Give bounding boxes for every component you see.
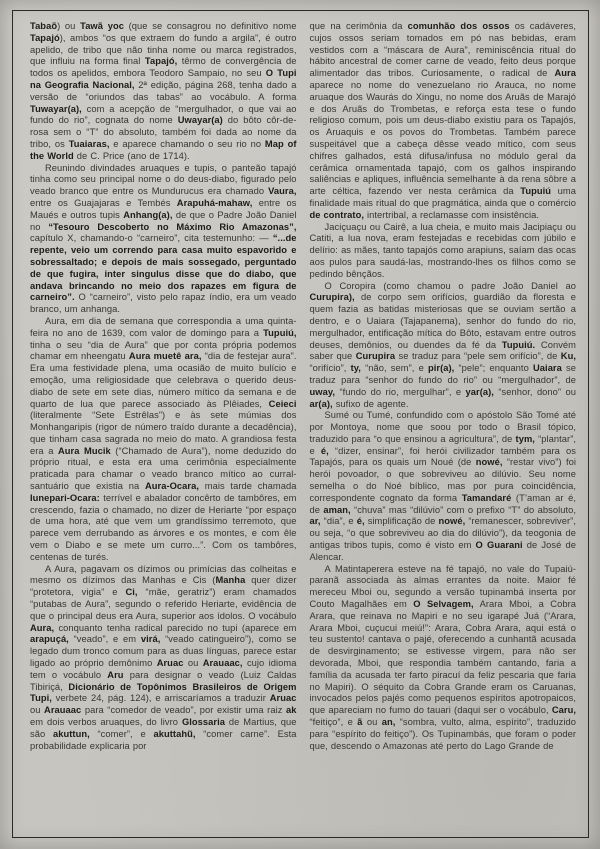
text-run: ou [183,658,203,669]
text-run: mais tarde chamada [199,481,297,492]
paragraph [30,316,297,564]
text-run: que na cerimônia da [309,21,408,31]
bold-term: Curupira [355,351,396,362]
text-run: Reunindo divindades aruaques e tupis, o panteão tapajó tinha como seu principal nome o do deus-diabo, figurado pelo veado branco que entre os Mundurucus era chamado [30,162,297,197]
text-run: Jaciçuaçu ou Cairê, a lua cheia, e muito mais Jacipiaçu ou Catiti, a lua nova, eram festejadas e recebidas com júbilo e delírio: as mães, tanto tapajós como arapiuns, saíam das ocas aos pulos para saudá-las, mostrando-lhes os filhos como se pedindo bênçãos. [309,221,576,279]
bold-term: Tuaiaras, [68,138,110,149]
text-run: Sumé ou Tumé, confundido com o apóstolo São Tomé até por Montoya, nome que soou por todo o Brasil tópico, traduzido para “o que ensinou a agricultura”, de [309,410,576,444]
bold-term: nowé, [475,457,503,468]
bold-term: Tabaõ [30,21,58,31]
bold-term: Aru [107,669,124,680]
text-run: Aura, em dia de semana que correspondia a uma quinta-feira no ano de 1639, com valor de domingo para a [30,315,297,338]
bold-term: Aura Mucik [58,445,111,456]
bold-term: yar(a), [465,386,494,397]
bold-term: ã [357,717,363,728]
text-run: se traduz para “pele sem orifício”, de [395,351,561,362]
text-run: “comer carne”. Esta probabilidade explicaria por [30,728,297,751]
bold-term: Aruac [156,658,184,669]
bold-term: Aruac [269,693,297,704]
bold-term: aman, [323,504,351,515]
text-run: (que se consagrou no definitivo nome [123,21,297,31]
text-run: capítulo X, chamando-o “carneiro”, cita testemunho: — [30,233,273,244]
text-run: “fundo do rio, mergulhar”, e [335,386,466,397]
text-run: “chuva” mas “dilúvio” com o prefixo “T” do absoluto, [350,504,576,515]
text-run: sufixo de agente. [332,398,409,409]
text-run: do bôto côr-de-rosa sem o “T” do absoluto, também foi dada ao nome da tribo, os [30,115,297,149]
bold-term: uway, [309,386,336,397]
bold-term: Aura, [30,622,55,633]
bold-term: Tapajó, [144,56,178,67]
bold-term: Aura [554,68,576,79]
bold-term: ak [285,705,297,716]
bold-term: ty, [350,363,361,374]
text-run: com a acepção de “mergulhador, o que vai ao fundo do rio”, cognata do nome [30,103,297,126]
text-run: “restar vivo”) foi herói povoador, o que sobreviveu ao dilúvio. Seu nome semelha o do Noé bíblico, mas por pura coincidência, correspondente cognato da forma [309,457,576,503]
paragraph [310,21,577,222]
text-run: verbete 24, pág. 124), e arriscaríamos a traduzir [51,693,270,704]
bold-term: Iunepari-Ocara: [30,492,100,503]
text-run: de Martius, que são [30,717,297,739]
bold-term: Dicionário de Topônimos Brasileiros de Origem Tupi, [30,681,297,704]
text-run: tinha o seu “dia de Aura” que por conta própria podemos chamar em nheengatu [30,339,297,362]
bold-term: Tapajó [30,32,60,43]
bold-term: nowé, [438,516,466,527]
text-run: aparece no nome do venezuelano rio Arauca, no nome aruaque dos Waurás do Xingu, no nome dos Aruãs de Marajó e dos Aruãs do Trombetas, e reforça esta tese o fundo religioso comum, pois um deus-diabo existiu para os Tapajós, os Aruaquis e os povos do Trombetas. Também parece suspeitável que a cabeça dêsse veado mítico, com seus chifres galhados, está difusa/infusa no módulo geral da cerâmica ornamentada tapajó, com os galhos inspirando saliências e apliques, influência semelhante à da rena sôbre a arte céltica, fazendo ver nesta cerâmica da [309,79,576,197]
paragraph [310,564,577,753]
text-run: “remanescer, sobreviver”, ou seja, “o que sobreviveu ao dia do dilúvio”), da teogonia de antigas tribos tupis, como é visto em [309,516,576,551]
bold-term: Aura-Ocara, [144,481,199,492]
bold-term: Tupuiú. [501,339,536,350]
text-run: A Aura, pagavam os dízimos ou primícias das colheitas e mesmo os dízimos das Manhas e Cis ( [30,563,297,586]
text-run: cujo idioma tem o vocábulo [30,658,297,680]
text-run: de que o Padre João Daniel no [30,209,297,232]
bold-term: Uwayar(a) [177,115,223,126]
paragraph [30,564,297,753]
bold-term: Tamandaré [461,492,512,503]
bold-term: Curupira), [309,292,355,303]
bold-term: Uaiara [533,363,562,374]
bold-term: é, [356,516,365,527]
bold-term: Tuwayar(a), [30,103,82,114]
bold-term: Tupuiú [520,186,552,197]
text-run: (“Chamado de Aura”), nome deduzido do próprio ritual, e esta era uma cerimônia especialmente praticada para chamar o veado branco mítico ao curral-santuário que existia na [30,445,297,492]
text-run: (literalmente “Sete Estrêlas”) e às sete múmias dos Monhangaripis (rigor de número traído durante a decadência), que tinham casa sagrada no meio do mato. A grandiosa festa era a [30,410,297,456]
text-run: ou [30,705,45,716]
bold-term: Ci, [125,587,138,598]
bold-term: “Tesouro Descoberto no Máximo Rio Amazonas”, [48,221,297,232]
text-run: para “comedor de veado”, por existir uma raiz [81,705,286,716]
text-run: “comer”, e [89,728,154,739]
bold-term: virá, [140,634,161,645]
page-text-area [30,21,576,827]
text-run: ), ambos “os que extraem do fundo a argila”, é outro apelido, de tribo que não tinha nome ou marca registrados, que influiu na forma final [30,32,297,67]
text-run: uma finalidade mais ritual do que pragmática, ainda que o comércio [309,186,576,208]
paragraph [310,410,577,563]
bold-term: ar(a), [309,398,333,409]
bold-term: akuttun, [53,728,90,739]
bold-term: O Tupi na Geografia Nacional, [30,68,297,90]
text-run: “dia de festejar aura”. Era uma festividade plena, uma ocasião de muito bulício e emoção, uma religiosidade que celebrava o querido deus-diabo de sete em sete dias, número mítico da semana e de quarto de lua que parece associado às Plêiades, [30,351,297,409]
text-run: “dizer, ensinar”, foi herói civilizador também para os Tapajós, para os quais um Noué (de [309,445,576,468]
text-run: “sombra, vulto, alma, espírito”, traduzido para “espírito do feitiço”). Os Tupinambás, que foram o poder que, descendo o Amazonas até perto do Lago Grande de [309,717,576,751]
text-run: simplificação de [364,516,439,527]
text-run: de corpo sem orifícios, guardião da floresta e quem fazia as batidas misteriosas que se ouviam sertão a dentro, e o Uaiara (Tajapanema), senhor do fundo do rio, mergulhador, entificação mítica do Bôto, estavam entre outros deuses, demônios, ou duendes da fé da [309,292,576,350]
bold-term: Ceieci [268,398,297,409]
bold-term: Map of the World [30,138,297,161]
text-run: entre os Maués e outros tupis [30,197,297,220]
bold-term: pir(a), [427,363,455,374]
bold-term: an, [381,717,396,728]
paragraph [30,21,297,163]
bold-term: arapuçá, [30,634,69,645]
text-run: intertribal, a reclamasse com insistência. [363,209,539,220]
text-run: têrmo de convergência de todos os apelidos, embora Teodoro Sampaio, no seu [30,56,297,79]
text-run: ou [362,717,382,728]
bold-term: Tupuiú, [263,327,297,338]
text-run: para designar o veado (Luiz Caldas Tibiriçá, [30,669,297,692]
bold-term: Vaura, [268,186,297,197]
text-run: “feitiço”, e [309,717,358,728]
bold-term: “...de repente, veio um correndo para casa muito espavorido e sobressaltado; e depois de mais sossegado, perguntado de que fugira, inter singulus disse que do diabo, que andava brincando no meio dos rapazes em figura de carneiro”. [30,233,297,303]
bold-term: Anhang(a), [123,209,173,220]
bold-term: ar, [309,516,321,527]
text-run: 2ª edição, página 268, tenha dado a versão de “oriundos das tabas” ao vocábulo. A forma [30,79,297,102]
text-column-right [310,21,577,827]
bold-term: Manha [215,575,246,586]
text-run: (T’aman ar é, de [309,492,576,515]
text-run: se traduz para “senhor do fundo do rio” ou “mergulhador”, de [309,363,576,385]
paragraph [30,163,297,316]
paragraph [310,281,577,411]
bold-term: tym, [515,433,535,444]
text-run: “plantar”, e [309,433,576,456]
text-run: “senhor, dono” ou [493,386,576,397]
text-run: O “carneiro”, visto pelo rapaz índio, era um veado branco, um anhanga. [30,292,297,315]
text-run: os cadáveres, cujos ossos seriam tomados em pó nas bebidas, eram vestidos com a “máscara de Aura”, reminiscência ritual do hábito ancestral de comer carne de veado, feito deus porque alimentador das tribos. Curiosamente, o radical de [309,21,576,79]
text-run: em dois verbos aruaques, do livro [30,717,182,728]
text-run: A Matintaperera esteve na fé tapajó, no vale do Tupaiú-paranã associada às almas errantes da noite. Maior fé mereceu Mboi ou, segundo a versão tupinambá inserta por Couto Magalhães em [309,563,576,610]
text-run: e aparece chamando o seu rio no [109,138,265,149]
bold-term: O Guarani [475,540,523,551]
text-run: Convém saber que [309,339,576,362]
text-run: “mãe, geratriz”) eram chamados “putabas de Aura”, segundo o referido Heriarte, evidência de que o principal deus era Aura, superior aos ídolos. O vocábulo [30,587,297,621]
text-run: “orifício”, [309,363,351,374]
bold-term: Aura muetê ara, [128,351,202,362]
text-run: conquanto tenha radical parecido no tupi (aparece em [54,622,297,633]
text-run: “veado”, e em [68,634,141,645]
bold-term: Tawã yoc [80,21,124,31]
text-run: O Coropira (como chamou o padre João Daniel ao [324,280,576,291]
bold-term: Arapuhá-mahaw, [176,197,253,208]
text-run: entre os Guajajaras e Tembés [30,197,177,208]
bold-term: Glossaria [181,717,225,728]
text-run: terrível e abalador concêrto de tambôres, em crescendo, fazia o chamado, no dizer de Heriarte “por espaço de uma hora, até que vem um grandíssimo terremoto, que parece vem derrubando as árvores e os montes, e com êle vem o Diabo e se mete um curro...”. Com os tambôres, centenas de turés. [30,492,297,562]
bold-term: Arauaac, [202,658,243,669]
bold-term: akuttahũ, [153,728,196,739]
bold-term: Arauaac [44,705,82,716]
text-run: quer dizer “protetora, vigia” e [30,575,297,598]
text-run: “veado catingueiro”), como se legado dum tronco comum para as duas línguas, parece estar ligado ao próprio demônimo [30,634,297,669]
bold-term: comunhão dos ossos [407,21,510,31]
bold-term: é, [320,445,329,456]
bold-term: Caru, [551,705,576,716]
text-run: “não, sem”, e [360,363,428,374]
text-run: “pele”; enquanto [454,363,533,374]
text-run: de José de Alencar. [309,540,576,562]
bold-term: Ku, [560,351,576,362]
text-run: “dia”, e [320,516,357,527]
text-run: Arara Mboi, a Cobra Arara, que reinava no Mapiri e no seu igarapé Juá (“Arara, Arara Mboi, cuçucui meiú!”: Arara, Cobra Arara, aqui está o teu sustento! cantava o pajé, oferecendo a cunhantã acusada de desvirginamento; se estivesse virgem, para não ser devorada, Mboi, que respondia também cantando, faria a família da acusada ter farto piracuí da feliz pescaria que faria no Mapiri). O séquito da Cobra Grande eram os Caruanas, invocados pelos pajés como pequenos espíritos apotropaicos, que apareciam no fumo do tauari (daqui ser o vocábulo, [309,599,576,716]
bold-term: de contrato, [309,209,364,220]
bold-term: O Selvagem, [413,599,474,610]
paragraph [310,222,577,281]
text-run: de C. Price (ano de 1714). [73,150,190,161]
text-run: ) ou [57,21,81,31]
text-column-left [30,21,297,827]
